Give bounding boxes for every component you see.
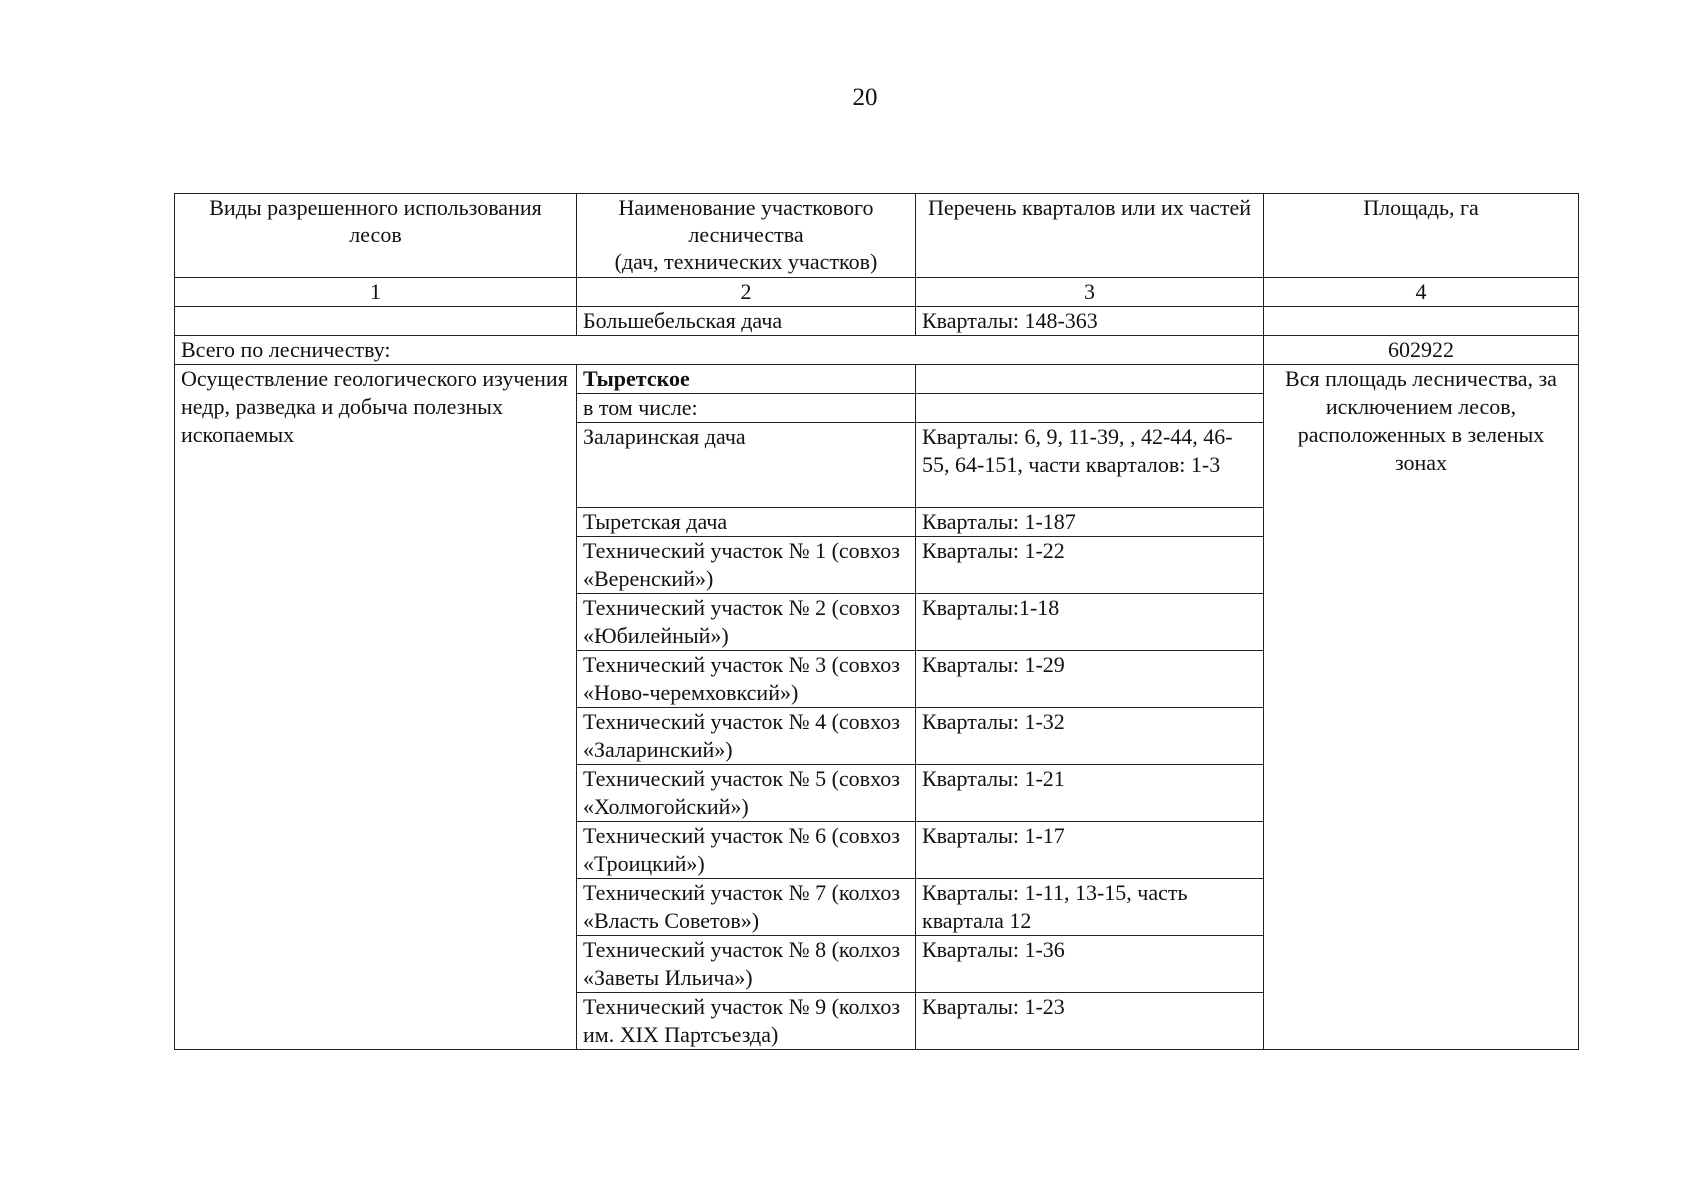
header-usage-type: Виды разрешенного использования лесов (175, 194, 577, 278)
total-row (175, 336, 1579, 365)
row-name: Технический участок № 2 (совхоз «Юбилейный») (577, 594, 916, 651)
row-quarters: Кварталы: 1-21 (916, 765, 1264, 822)
forestry-row (175, 365, 1579, 394)
usage-area-cell: Вся площадь лесничества, за исключением лесов, расположенных в зеленых зонах (1264, 365, 1579, 1050)
page-number: 20 (852, 84, 878, 111)
row-name: Технический участок № 5 (совхоз «Холмогойский») (577, 765, 916, 822)
table-cell-empty (1264, 307, 1579, 336)
column-number: 4 (1264, 278, 1579, 307)
carryover-quarters: Кварталы: 148-363 (916, 307, 1264, 336)
row-name: Тыретская дача (577, 508, 916, 537)
row-quarters: Кварталы: 6, 9, 11-39, , 42-44, 46-55, 64-151, части кварталов: 1-3 (916, 423, 1264, 508)
carryover-row (175, 307, 1579, 336)
header-forestry-name-line1: Наименование участкового лесничества (618, 195, 874, 247)
table-cell-empty (175, 307, 577, 336)
row-quarters: Кварталы: 1-22 (916, 537, 1264, 594)
header-area: Площадь, га (1264, 194, 1579, 278)
table-cell-empty (916, 365, 1264, 394)
row-quarters: Кварталы: 1-36 (916, 936, 1264, 993)
header-forestry-name-line2: (дач, технических участков) (614, 249, 878, 274)
row-quarters: Кварталы: 1-17 (916, 822, 1264, 879)
column-number: 2 (577, 278, 916, 307)
column-number: 3 (916, 278, 1264, 307)
usage-type-cell: Осуществление геологического изучения недр, разведка и добыча полезных ископаемых (175, 365, 577, 1050)
row-quarters: Кварталы: 1-23 (916, 993, 1264, 1050)
total-label: Всего по лесничеству: (175, 336, 1264, 365)
row-quarters: Кварталы: 1-11, 13-15, часть квартала 12 (916, 879, 1264, 936)
including-label: в том числе: (577, 394, 916, 423)
forestry-name: Тыретское (577, 365, 916, 394)
column-number-row (175, 278, 1579, 307)
header-quarters: Перечень кварталов или их частей (916, 194, 1264, 278)
header-forestry-name (577, 194, 916, 278)
column-number: 1 (175, 278, 577, 307)
row-quarters: Кварталы: 1-32 (916, 708, 1264, 765)
table-header-row (175, 194, 1579, 278)
forest-usage-table (174, 193, 1579, 1050)
row-name: Технический участок № 9 (колхоз им. XIX Партсъезда) (577, 993, 916, 1050)
row-name: Технический участок № 8 (колхоз «Заветы Ильича») (577, 936, 916, 993)
row-quarters: Кварталы: 1-29 (916, 651, 1264, 708)
row-name: Технический участок № 3 (совхоз «Ново-черемховксий») (577, 651, 916, 708)
row-name: Технический участок № 7 (колхоз «Власть Советов») (577, 879, 916, 936)
carryover-name: Большебельская дача (577, 307, 916, 336)
row-name: Заларинская дача (577, 423, 916, 508)
row-quarters: Кварталы:1-18 (916, 594, 1264, 651)
row-name: Технический участок № 1 (совхоз «Веренский») (577, 537, 916, 594)
table-cell-empty (916, 394, 1264, 423)
row-name: Технический участок № 6 (совхоз «Троицкий») (577, 822, 916, 879)
row-quarters: Кварталы: 1-187 (916, 508, 1264, 537)
total-area: 602922 (1264, 336, 1579, 365)
row-name: Технический участок № 4 (совхоз «Заларинский») (577, 708, 916, 765)
